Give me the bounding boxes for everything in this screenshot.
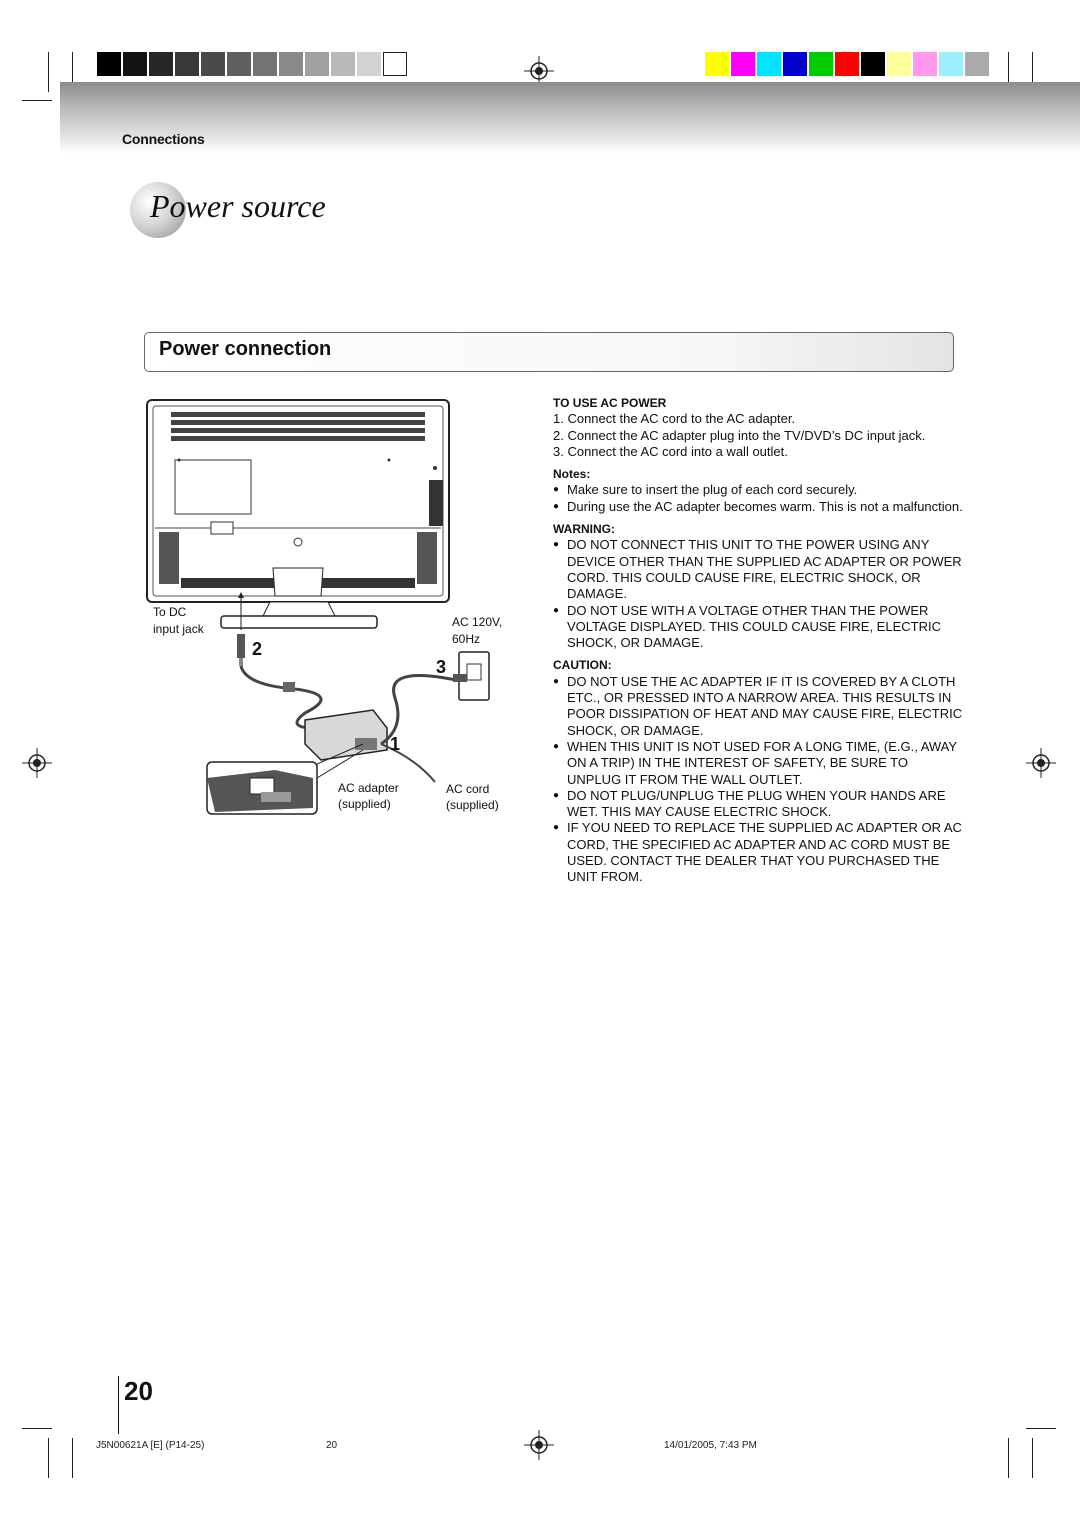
color-swatch <box>97 52 121 76</box>
warning-item: ● DO NOT CONNECT THIS UNIT TO THE POWER USING ANY DEVICE OTHER THAN THE SUPPLIED AC ADAPTER OR POWER CORD. THIS COULD CAUSE FIRE, ELECTRIC SHOCK, OR DAMAGE. <box>553 537 962 602</box>
ac-voltage-label: AC 120V, <box>452 615 503 629</box>
color-swatch <box>331 52 355 76</box>
bullet-icon: ● <box>553 675 560 687</box>
ac-cord-supplied-label: (supplied) <box>446 798 499 812</box>
power-connection-diagram <box>145 398 520 818</box>
page-title: Power source <box>150 188 326 224</box>
color-swatch <box>705 52 729 76</box>
header-band <box>60 82 1080 154</box>
crop-mark <box>72 1438 73 1478</box>
registration-target-icon <box>524 1430 554 1460</box>
notes-heading: Notes: <box>553 467 591 482</box>
bullet-icon: ● <box>553 604 560 616</box>
footer-page: 20 <box>326 1440 338 1451</box>
color-swatch <box>809 52 833 76</box>
section-header-box <box>144 332 954 372</box>
color-swatch <box>887 52 911 76</box>
to-dc-label: To DC <box>153 605 187 619</box>
section-title: Power connection <box>159 338 332 360</box>
color-swatch <box>175 52 199 76</box>
color-swatch <box>253 52 277 76</box>
registration-target-icon <box>1026 748 1056 778</box>
color-swatch <box>149 52 173 76</box>
page-number: 20 <box>124 1376 153 1406</box>
caution-item: ● IF YOU NEED TO REPLACE THE SUPPLIED AC ADAPTER OR AC CORD, THE SPECIFIED AC ADAPTER AND AC CORD MUST BE USED. CONTACT THE DEALER THAT YOU PURCHASED THE UNIT FROM. <box>553 820 962 885</box>
footer-file-info: J5N00621A [E] (P14-25) <box>96 1440 205 1451</box>
step-1-number: 1 <box>390 734 401 754</box>
caution-item: ● DO NOT PLUG/UNPLUG THE PLUG WHEN YOUR HANDS ARE WET. THIS MAY CAUSE ELECTRIC SHOCK. <box>553 787 946 820</box>
step-2-number: 2 <box>252 639 263 659</box>
crop-mark <box>1008 1438 1009 1478</box>
ac-adapter-label: AC adapter <box>338 781 399 795</box>
bullet-icon: ● <box>553 740 560 752</box>
ac-frequency-label: 60Hz <box>452 632 481 646</box>
registration-target-icon <box>22 748 52 778</box>
input-jack-label: input jack <box>153 622 204 636</box>
instructions-column <box>553 395 963 886</box>
color-swatch <box>123 52 147 76</box>
bullet-icon: ● <box>553 539 560 551</box>
note-item: ● During use the AC adapter becomes warm. This is not a malfunction. <box>553 498 963 514</box>
instruction-step: 1. Connect the AC cord to the AC adapter. <box>553 411 796 427</box>
color-swatch <box>731 52 755 76</box>
color-swatch <box>861 52 885 76</box>
crop-mark <box>48 1438 49 1478</box>
crop-mark <box>22 1428 52 1429</box>
caution-item: ● DO NOT USE THE AC ADAPTER IF IT IS COVERED BY A CLOTH ETC., OR PRESSED INTO A NARROW AREA. THIS RESULTS IN POOR DISSIPATION OF HEAT AND MAY CAUSE FIRE, ELECTRIC SHOCK, OR DAMAGE. <box>553 673 963 738</box>
note-item: ● Make sure to insert the plug of each cord securely. <box>553 482 858 498</box>
bullet-icon: ● <box>553 789 560 801</box>
footer-date: 14/01/2005, 7:43 PM <box>664 1440 757 1451</box>
section-label: Connections <box>122 131 205 147</box>
instruction-step: 2. Connect the AC adapter plug into the TV/DVD’s DC input jack. <box>553 427 926 443</box>
color-swatch <box>965 52 989 76</box>
ac-adapter-supplied-label: (supplied) <box>338 797 391 811</box>
color-swatch <box>227 52 251 76</box>
crop-mark <box>48 52 49 92</box>
crop-mark <box>1026 1428 1056 1429</box>
warning-item: ● DO NOT USE WITH A VOLTAGE OTHER THAN THE POWER VOLTAGE DISPLAYED. THIS COULD CAUSE FIRE, ELECTRIC SHOCK, OR DAMAGE. <box>553 602 941 651</box>
color-swatch <box>357 52 381 76</box>
color-swatch <box>383 52 407 76</box>
color-swatch <box>939 52 963 76</box>
color-swatch <box>757 52 781 76</box>
grayscale-calibration-bar <box>97 52 409 76</box>
caution-heading: CAUTION: <box>553 658 612 673</box>
color-swatch <box>201 52 225 76</box>
bullet-icon: ● <box>553 500 560 512</box>
bullet-icon: ● <box>553 822 560 834</box>
bullet-icon: ● <box>553 484 560 496</box>
color-swatch <box>305 52 329 76</box>
ac-cord-label: AC cord <box>446 782 490 796</box>
color-swatch <box>835 52 859 76</box>
warning-heading: WARNING: <box>553 522 615 537</box>
color-swatch <box>783 52 807 76</box>
step-3-number: 3 <box>436 657 447 677</box>
crop-mark <box>1032 1438 1033 1478</box>
to-use-ac-power-heading: TO USE AC POWER <box>553 396 667 410</box>
color-swatch <box>913 52 937 76</box>
page-number-rule <box>118 1376 119 1434</box>
instruction-step: 3. Connect the AC cord into a wall outlet. <box>553 443 788 459</box>
color-swatch <box>279 52 303 76</box>
caution-item: ● WHEN THIS UNIT IS NOT USED FOR A LONG TIME, (E.G., AWAY ON A TRIP) IN THE INTEREST OF SAFETY, BE SURE TO UNPLUG IT FROM THE WALL OUTLET. <box>553 738 957 787</box>
color-calibration-bar <box>705 52 991 76</box>
crop-mark <box>22 100 52 101</box>
